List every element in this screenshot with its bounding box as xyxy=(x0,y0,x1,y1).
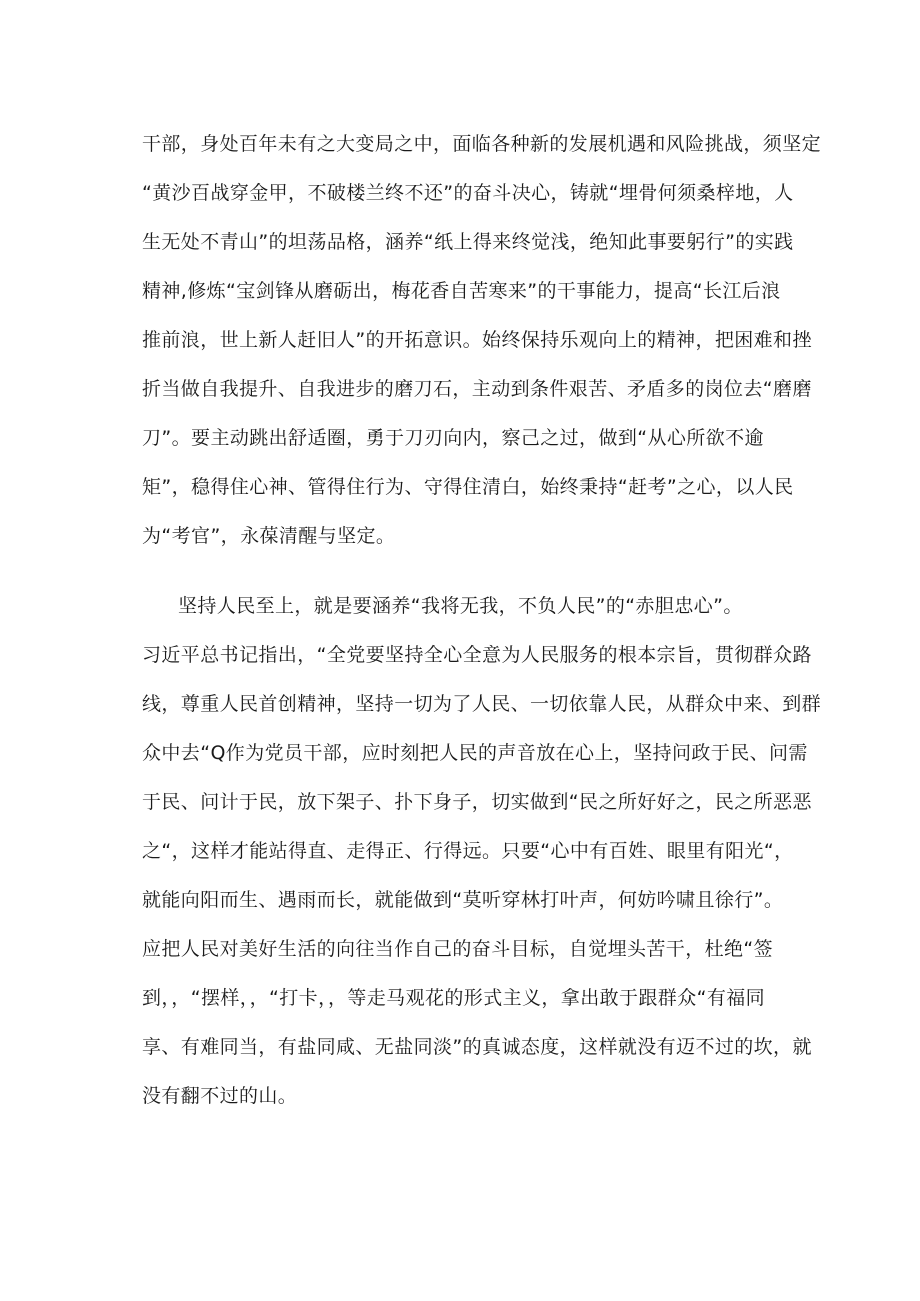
text-line: 就能向阳而生、遇雨而长，就能做到“莫听穿林打叶声，何妨吟啸且徐行”。 xyxy=(142,889,784,911)
text-line: 为“考官”，永葆清醒与坚定。 xyxy=(142,525,396,547)
text-line: 享、有难同当，有盐同咸、无盐同淡”的真诚态度，这样就没有迈不过的坎，就 xyxy=(142,1036,812,1058)
text-line: 于民、问计于民，放下架子、扑下身子，切实做到“民之所好好之，民之所恶恶 xyxy=(142,791,812,813)
text-line: “黄沙百战穿金甲，不破楼兰终不还”的奋斗决心，铸就“埋骨何须桑梓地，人 xyxy=(142,182,794,204)
text-line: 到，，“摆样，，“打卡，，等走马观花的形式主义，拿出敢于跟群众“有福同 xyxy=(142,987,766,1009)
text-line: 刀”。要主动跳出舒适圈，勇于刀刃向内，察己之过，做到“从心所欲不逾 xyxy=(142,427,764,449)
text-line: 应把人民对美好生活的向往当作自己的奋斗目标，自觉埋头苦干，杜绝“签 xyxy=(142,938,774,960)
text-line: 众中去“Q作为党员干部，应时刻把人民的声音放在心上，坚持问政于民、问需 xyxy=(142,742,808,764)
text-line: 生无处不青山”的坦荡品格，涵养“纸上得来终觉浅，绝知此事要躬行”的实践 xyxy=(142,231,794,253)
text-line: 没有翻不过的山。 xyxy=(142,1085,298,1107)
text-line: 精神,修炼“宝剑锋从磨砺出，梅花香自苦寒来”的干事能力，提高“长江后浪 xyxy=(142,280,781,302)
text-line: 干部，身处百年未有之大变局之中，面临各种新的发展机遇和风险挑战，须坚定 xyxy=(142,133,822,155)
text-line: 推前浪，世上新人赶旧人”的开拓意识。始终保持乐观向上的精神，把困难和挫 xyxy=(142,329,812,351)
text-line: 坚持人民至上，就是要涵养“我将无我，不负人民”的“赤胆忠心”。 xyxy=(178,595,743,617)
text-line: 矩”，稳得住心神、管得住行为、守得住清白，始终秉持“赶考”之心，以人民 xyxy=(142,476,794,498)
text-line: 折当做自我提升、自我进步的磨刀石，主动到条件艰苦、矛盾多的岗位去“磨磨 xyxy=(142,378,812,400)
text-line: 之“，这样才能站得直、走得正、行得远。只要“心中有百姓、眼里有阳光“， xyxy=(142,840,794,862)
text-line: 线，尊重人民首创精神，坚持一切为了人民、一切依靠人民，从群众中来、到群 xyxy=(142,693,822,715)
text-line: 习近平总书记指出，“全党要坚持全心全意为人民服务的根本宗旨，贯彻群众路 xyxy=(142,644,812,666)
